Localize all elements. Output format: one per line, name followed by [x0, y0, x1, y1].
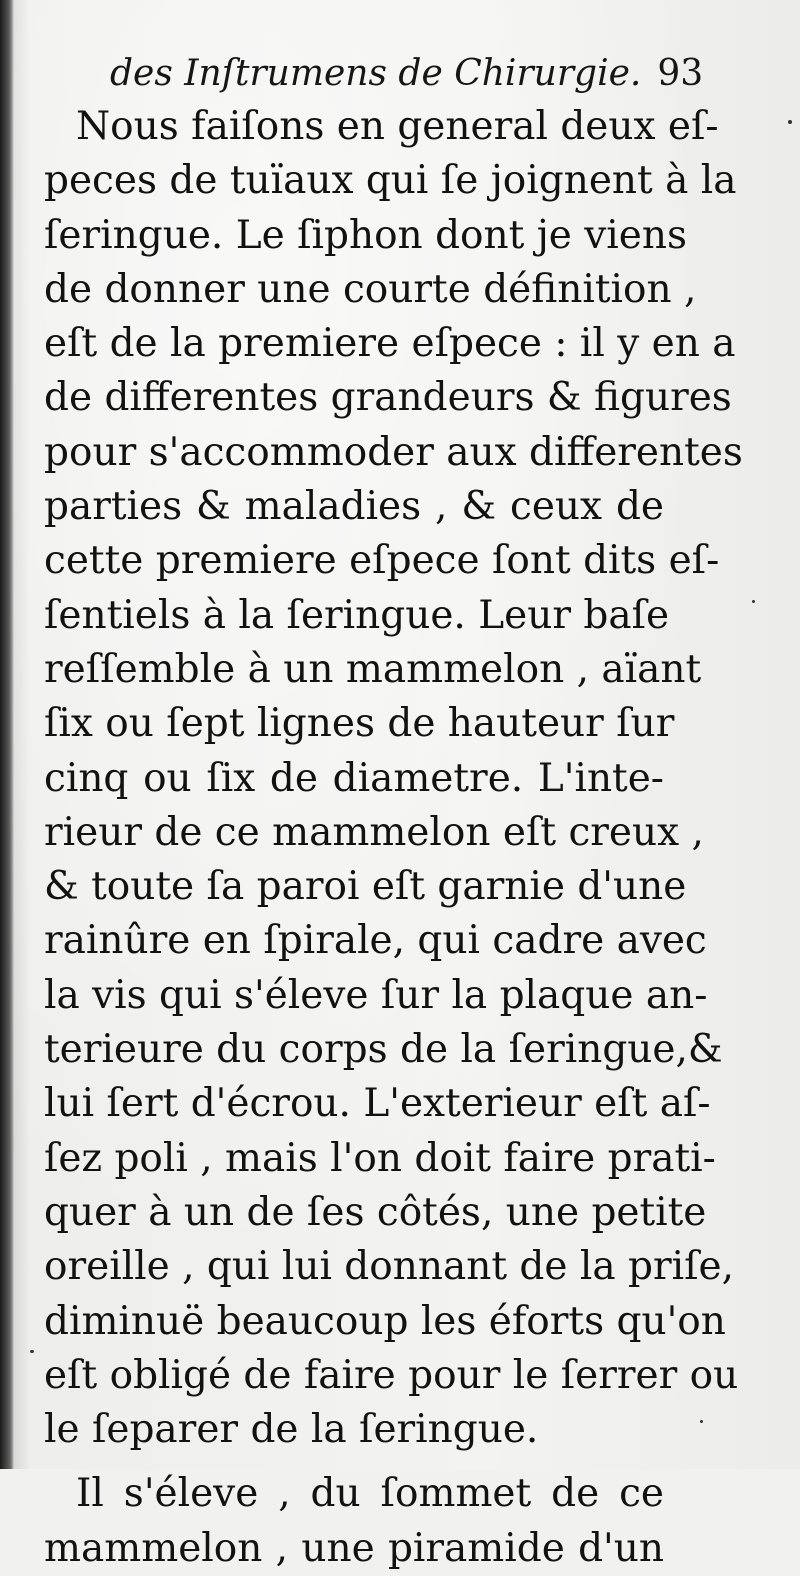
running-head-title: des Inſtrumens de Chirurgie. — [110, 53, 642, 94]
text-line: quer à un de ſes côtés, une petite — [44, 1189, 707, 1235]
text-line: reſſemble à un mammelon , aïant — [44, 646, 702, 692]
text-line: oreille , qui lui donnant de la priſe, — [44, 1244, 734, 1290]
body-text — [44, 100, 743, 1576]
text-line: Il s'éleve , du ſommet de ce — [76, 1471, 664, 1517]
running-head — [110, 48, 704, 100]
page-number: 93 — [657, 53, 704, 94]
text-line: diminuë beaucoup les éforts qu'on — [44, 1298, 726, 1344]
gutter-shadow — [0, 0, 14, 1469]
text-line: ſix ou ſept lignes de hauteur ſur — [44, 701, 675, 747]
text-line: eſt obligé de faire pour le ſerrer ou — [44, 1352, 739, 1398]
text-line: eſt de la premiere eſpece : il y en a — [44, 321, 736, 367]
text-line: ſeringue. Le ſiphon dont je viens — [44, 212, 687, 258]
text-line: ſentiels à la ſeringue. Leur baſe — [44, 592, 670, 638]
paper-speck — [30, 1350, 34, 1353]
text-line: ſez poli , mais l'on doit faire prati- — [44, 1135, 716, 1181]
paragraph — [44, 1467, 664, 1576]
text-line: peces de tuïaux qui ſe joignent à la — [44, 158, 737, 204]
text-line: mammelon , une piramide d'un — [44, 1525, 664, 1571]
paragraph-gap — [44, 1457, 664, 1467]
text-line: cette premiere eſpece ſont dits eſ- — [44, 538, 720, 584]
text-line: terieure du corps de la ſeringue,& — [44, 1027, 723, 1073]
paper-speck — [788, 120, 792, 124]
paragraph — [44, 100, 743, 1457]
text-line: & toute ſa paroi eſt garnie d'une — [44, 864, 687, 910]
text-line: de donner une courte définition , — [44, 266, 697, 312]
paper-speck — [752, 600, 755, 603]
text-line: de differentes grandeurs & figures — [44, 375, 732, 421]
text-line: Nous faiſons en general deux eſ- — [76, 104, 719, 149]
text-line: le ſeparer de la ſeringue. — [44, 1407, 539, 1453]
paper-speck — [700, 1420, 703, 1423]
text-line: rieur de ce mammelon eſt creux , — [44, 809, 704, 855]
text-line: cinq ou ſix de diametre. L'inte- — [44, 755, 664, 801]
text-line: rainûre en ſpirale, qui cadre avec — [44, 918, 707, 964]
text-line: parties & maladies , & ceux de — [44, 484, 664, 530]
text-line: pour s'accommoder aux differentes — [44, 429, 743, 475]
text-line: lui ſert d'écrou. L'exterieur eſt aſ- — [44, 1081, 711, 1127]
text-line: la vis qui s'éleve ſur la plaque an- — [44, 972, 708, 1018]
